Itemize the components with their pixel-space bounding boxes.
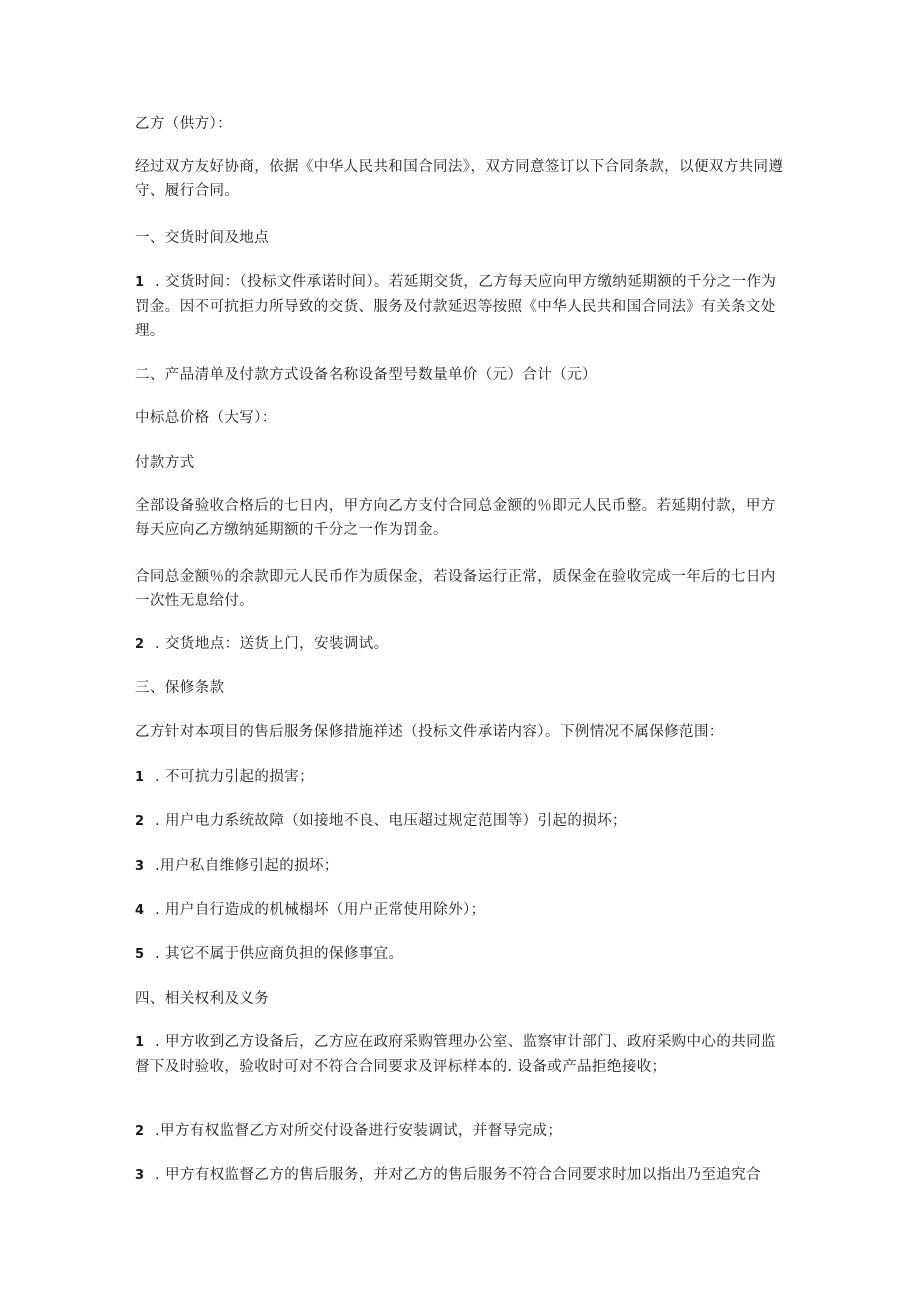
- list-item: 3 . 甲方有权监督乙方的售后服务，并对乙方的售后服务不符合合同要求时加以指出乃至追究合: [135, 1163, 790, 1188]
- section-heading-delivery: 一、交货时间及地点: [135, 230, 270, 246]
- intro-paragraph: 经过双方友好协商，依据《中华人民共和国合同法》，双方同意签订以下合同条款，以便双方共同遵守、履行合同。: [135, 159, 784, 199]
- list-item: 5 . 其它不属于供应商负担的保修事宜。: [135, 942, 790, 967]
- item-number: 3: [135, 1168, 145, 1183]
- warranty-deposit-paragraph: 合同总金额％的余款即元人民币作为质保金，若设备运行正常，质保金在验收完成一年后的七日内一次性无息给付。: [135, 569, 776, 609]
- list-item: 3 .用户私自维修引起的损坏；: [135, 854, 790, 879]
- party-b-label: 乙方（供方）：: [135, 116, 233, 132]
- payment-method-label: 付款方式: [135, 455, 195, 471]
- section-heading-warranty: 三、保修条款: [135, 680, 225, 696]
- item-number: 4: [135, 903, 145, 918]
- item-number: 1: [135, 1035, 145, 1050]
- item-number: 1: [135, 275, 145, 290]
- list-item: 2 . 交货地点：送货上门，安装调试。: [135, 632, 790, 657]
- section-heading-rights-obligations: 四、相关权利及义务: [135, 991, 270, 1007]
- total-price-line: 中标总价格（大写）：: [135, 410, 277, 426]
- item-number: 2: [135, 637, 145, 652]
- payment-paragraph: 全部设备验收合格后的七日内，甲方向乙方支付合同总金额的％即元人民币整。若延期付款，甲方每天应向乙方缴纳延期额的千分之一作为罚金。: [135, 498, 776, 538]
- list-item: 1 . 交货时间：（投标文件承诺时间）。若延期交货，乙方每天应向甲方缴纳延期额的千分之一作为罚金。因不可抗拒力所导致的交货、服务及付款延迟等按照《中华人民共和国合同法》有关条文处理。: [135, 270, 790, 343]
- item-number: 5: [135, 947, 145, 962]
- list-item: 1 . 甲方收到乙方设备后，乙方应在政府采购管理办公室、监察审计部门、政府采购中心的共同监督下及时验收，验收时可对不符合合同要求及评标样本的. 设备或产品拒绝接收；: [135, 1030, 790, 1079]
- item-number: 3: [135, 859, 145, 874]
- warranty-intro: 乙方针对本项目的售后服务保修措施祥述（投标文件承诺内容）。下例情况不属保修范围：: [135, 724, 724, 740]
- item-number: 2: [135, 814, 145, 829]
- list-item: 4 . 用户自行造成的机械榻坏（用户正常使用除外）；: [135, 898, 790, 923]
- list-item: 2 . 用户电力系统故障（如接地不良、电压超过规定范围等）引起的损坏；: [135, 809, 790, 834]
- list-item: 2 .甲方有权监督乙方对所交付设备进行安装调试，并督导完成；: [135, 1119, 790, 1144]
- item-number: 1: [135, 770, 145, 785]
- section-heading-products-payment: 二、产品清单及付款方式设备名称设备型号数量单价（元）合计（元）: [135, 367, 597, 383]
- list-item: 1 . 不可抗力引起的损害；: [135, 765, 790, 790]
- item-number: 2: [135, 1124, 145, 1139]
